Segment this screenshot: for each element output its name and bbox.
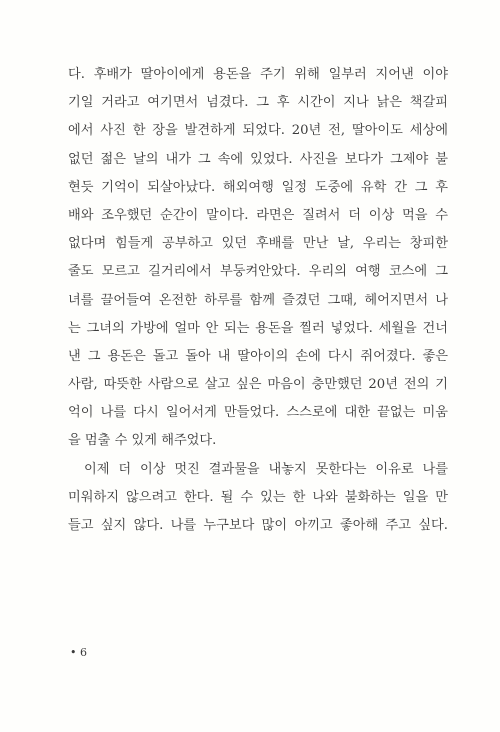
text-line: 는 그녀의 가방에 얼마 안 되는 용돈을 찔러 넣었다. 세월을 건너 (68, 320, 448, 336)
text-line: 없던 젊은 날의 내가 그 속에 있었다. 사진을 보다가 그제야 불 (68, 151, 448, 167)
text-line: 녀를 끌어들여 온전한 하루를 함께 즐겼던 그때, 헤어지면서 나 (68, 292, 448, 308)
text-line: 배와 조우했던 순간이 말이다. 라면은 질려서 더 이상 먹을 수 (68, 207, 448, 223)
text-line: 다. 후배가 딸아이에게 용돈을 주기 위해 일부러 지어낸 이야 (68, 67, 448, 82)
text-line: 억이 나를 다시 일어서게 만들었다. 스스로에 대한 끝없는 미움 (68, 405, 448, 421)
text-line: 에서 사진 한 장을 발견하게 되었다. 20년 전, 딸아이도 세상에 (68, 123, 448, 139)
text-line: 기일 거라고 여기면서 넘겼다. 그 후 시간이 지나 낡은 책갈피 (68, 95, 448, 111)
text-line: 사람, 따뜻한 사람으로 살고 싶은 마음이 충만했던 20년 전의 기 (68, 377, 448, 393)
body-text (68, 61, 448, 540)
page-number: • 6 (70, 646, 87, 659)
text-line: 낸 그 용돈은 돌고 돌아 내 딸아이의 손에 다시 쥐어졌다. 좋은 (68, 348, 448, 364)
paragraph-1 (68, 61, 448, 456)
text-line: 없다며 힘들게 공부하고 있던 후배를 만난 날, 우리는 창피한 (68, 236, 448, 252)
text-line: 들고 싶지 않다. 나를 누구보다 많이 아끼고 좋아해 주고 싶다. (68, 518, 448, 533)
text-line: 미워하지 않으려고 한다. 될 수 있는 한 나와 불화하는 일을 만 (68, 489, 448, 505)
text-line: 이제 더 이상 멋진 결과물을 내놓지 못한다는 이유로 나를 (84, 461, 448, 477)
text-line: 을 멈출 수 있게 해주었다. (68, 433, 217, 449)
paragraph-2 (68, 456, 448, 541)
text-line: 현듯 기억이 되살아났다. 해외여행 일정 도중에 유학 간 그 후 (68, 179, 448, 195)
text-line: 줄도 모르고 길거리에서 부둥켜안았다. 우리의 여행 코스에 그 (68, 264, 448, 280)
